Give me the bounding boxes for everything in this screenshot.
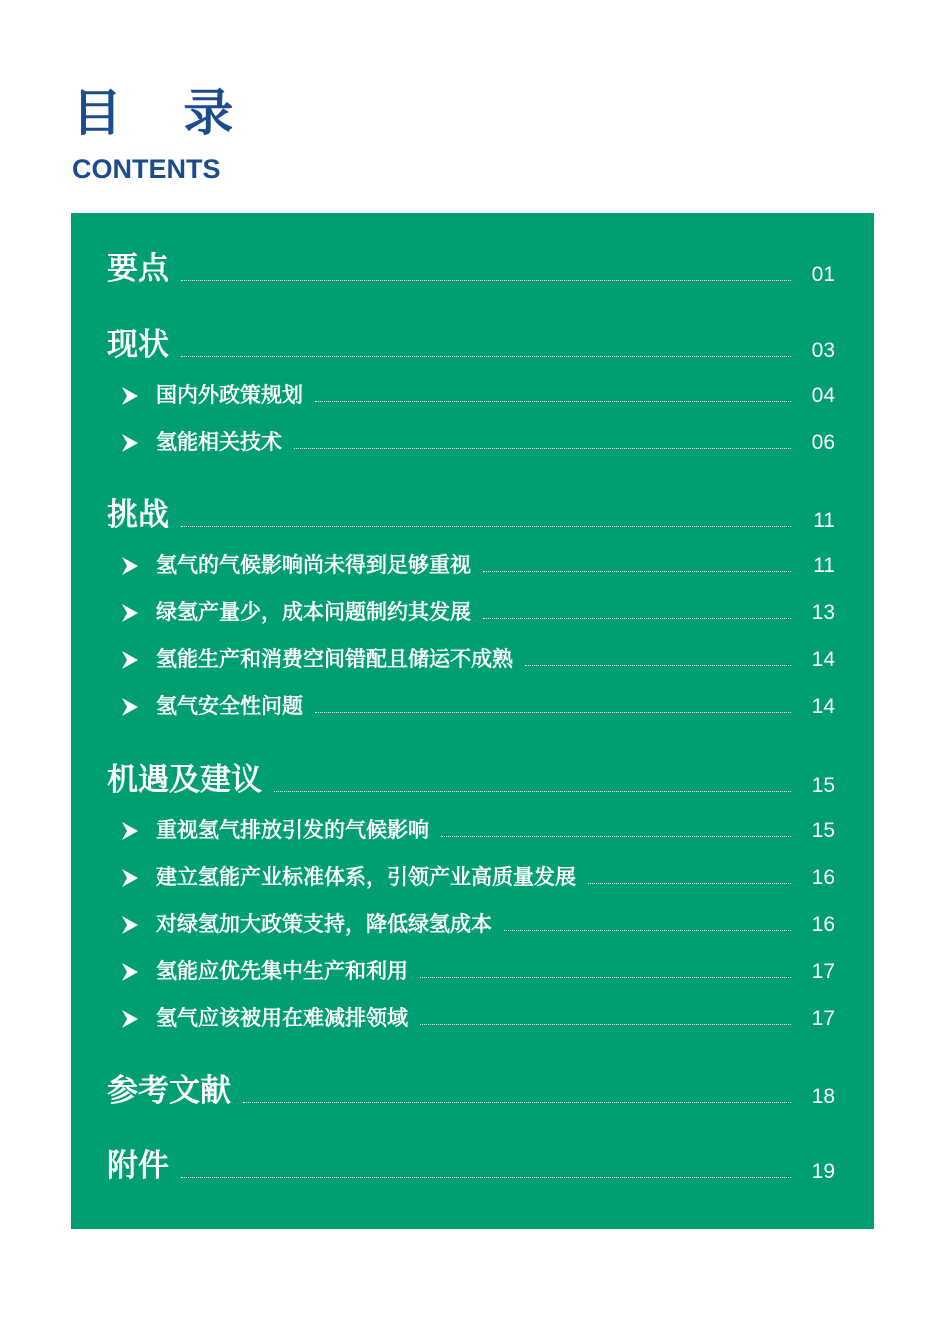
dot-leader: [504, 930, 791, 931]
toc-page-number: 01: [811, 263, 835, 286]
toc-page-number: 17: [811, 1007, 835, 1030]
toc-entry-sub[interactable]: [71, 914, 874, 935]
toc-page-number: 16: [811, 866, 835, 889]
arrow-right-icon: [121, 603, 139, 623]
toc-entry-label: 要点: [107, 251, 169, 287]
dot-leader: [483, 618, 791, 619]
toc-page-number: 15: [811, 774, 835, 797]
dot-leader: [420, 1024, 791, 1025]
toc-entry-sub[interactable]: [71, 820, 874, 841]
dot-leader: [420, 977, 791, 978]
arrow-right-icon: [121, 868, 139, 888]
arrow-right-icon: [121, 433, 139, 453]
dot-leader: [181, 1177, 791, 1178]
toc-page-number: 13: [811, 601, 835, 624]
toc-entry-label: 氢气应该被用在难减排领域: [156, 1006, 408, 1030]
toc-entry-sub[interactable]: [71, 649, 874, 670]
dot-leader: [181, 356, 791, 357]
toc-entry-sub[interactable]: [71, 432, 874, 453]
toc-entry-main[interactable]: [71, 762, 874, 798]
dot-leader: [315, 712, 791, 713]
page-subtitle: CONTENTS: [72, 154, 221, 184]
dot-leader: [181, 280, 791, 281]
arrow-right-icon: [121, 697, 139, 717]
toc-entry-sub[interactable]: [71, 867, 874, 888]
arrow-right-icon: [121, 821, 139, 841]
toc-entry-label: 氢气安全性问题: [156, 694, 303, 718]
arrow-right-icon: [121, 556, 139, 576]
toc-entry-main[interactable]: [71, 1148, 874, 1184]
dot-leader: [441, 836, 791, 837]
toc-entry-main[interactable]: [71, 1073, 874, 1109]
dot-leader: [294, 448, 791, 449]
toc-page-number: 14: [811, 648, 835, 671]
toc-entry-label: 现状: [107, 327, 169, 363]
toc-page-number: 19: [811, 1160, 835, 1183]
toc-entry-sub[interactable]: [71, 602, 874, 623]
toc-entry-label: 建立氢能产业标准体系，引领产业高质量发展: [156, 865, 576, 889]
toc-entry-sub[interactable]: [71, 385, 874, 406]
toc-entry-label: 国内外政策规划: [156, 383, 303, 407]
dot-leader: [315, 401, 791, 402]
toc-page-number: 11: [813, 509, 835, 532]
dot-leader: [274, 791, 791, 792]
toc-entry-label: 参考文献: [107, 1073, 231, 1109]
arrow-right-icon: [121, 386, 139, 406]
toc-entry-label: 氢能相关技术: [156, 430, 282, 454]
toc-page-number: 17: [811, 960, 835, 983]
toc-panel: [71, 213, 874, 1229]
arrow-right-icon: [121, 1009, 139, 1029]
dot-leader: [588, 883, 791, 884]
toc-entry-label: 附件: [107, 1148, 169, 1184]
arrow-right-icon: [121, 915, 139, 935]
dot-leader: [525, 665, 791, 666]
toc-entry-sub[interactable]: [71, 1008, 874, 1029]
toc-entry-label: 重视氢气排放引发的气候影响: [156, 818, 429, 842]
toc-page-number: 04: [811, 384, 835, 407]
toc-entry-label: 挑战: [107, 497, 169, 533]
toc-page-number: 15: [811, 819, 835, 842]
dot-leader: [181, 526, 791, 527]
toc-page-number: 16: [811, 913, 835, 936]
toc-entry-main[interactable]: [71, 497, 874, 533]
toc-entry-main[interactable]: [71, 251, 874, 287]
toc-entry-label: 氢能生产和消费空间错配且储运不成熟: [156, 647, 513, 671]
dot-leader: [483, 571, 791, 572]
toc-page-number: 14: [811, 695, 835, 718]
arrow-right-icon: [121, 962, 139, 982]
toc-page-number: 03: [811, 339, 835, 362]
toc-entry-main[interactable]: [71, 327, 874, 363]
toc-entry-label: 对绿氢加大政策支持，降低绿氢成本: [156, 912, 492, 936]
arrow-right-icon: [121, 650, 139, 670]
toc-entry-label: 绿氢产量少，成本问题制约其发展: [156, 600, 471, 624]
toc-entry-label: 氢能应优先集中生产和利用: [156, 959, 408, 983]
dot-leader: [243, 1102, 791, 1103]
toc-entry-label: 氢气的气候影响尚未得到足够重视: [156, 553, 471, 577]
toc-page-number: 11: [813, 554, 835, 577]
page-title: 目 录: [72, 84, 256, 142]
toc-page-number: 18: [811, 1085, 835, 1108]
toc-entry-label: 机遇及建议: [107, 762, 262, 798]
toc-entry-sub[interactable]: [71, 696, 874, 717]
toc-entry-sub[interactable]: [71, 555, 874, 576]
toc-entry-sub[interactable]: [71, 961, 874, 982]
toc-page-number: 06: [811, 431, 835, 454]
